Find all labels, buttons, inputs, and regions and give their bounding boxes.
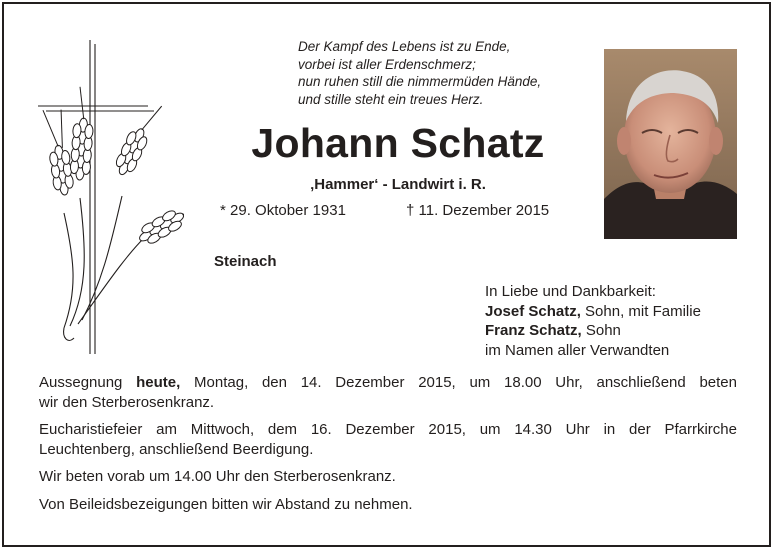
poem bbox=[298, 38, 541, 108]
notice-text: Aussegnung bbox=[39, 374, 137, 391]
notice-text: Leuchtenberg, anschließend Beerdigung. bbox=[39, 440, 314, 458]
poem-line: und stille steht ein treues Herz. bbox=[298, 91, 484, 107]
poem-line: Der Kampf des Lebens ist zu Ende, bbox=[298, 39, 511, 54]
deceased-subtitle: ‚Hammer‘ - Landwirt i. R. bbox=[310, 176, 486, 193]
mourner-name: Josef Schatz, bbox=[485, 302, 581, 320]
mourner-row bbox=[485, 302, 701, 322]
portrait-photo bbox=[604, 49, 737, 239]
mourner-name: Franz Schatz, bbox=[485, 322, 582, 339]
mourners-closing: im Namen aller Verwandten bbox=[485, 341, 670, 359]
mourner-relation: Sohn bbox=[581, 322, 621, 339]
mourner-row bbox=[485, 321, 701, 341]
death-date: † 11. Dezember 2015 bbox=[406, 202, 550, 219]
mourners-intro: In Liebe und Dankbarkeit: bbox=[485, 283, 656, 300]
notice-text: wir den Sterberosenkranz. bbox=[39, 393, 215, 411]
notice-eucharistie bbox=[39, 420, 737, 459]
deceased-name: Johann Schatz bbox=[251, 120, 545, 166]
poem-line: nun ruhen still die nimmermüden Hände, bbox=[298, 74, 542, 89]
cross-with-wheat-icon bbox=[34, 38, 184, 358]
mourner-relation: Sohn, mit Familie bbox=[580, 302, 701, 320]
service-notices bbox=[39, 373, 737, 522]
notice-beileid: Von Beileidsbezeigungen bitten wir Abstand zu nehmen. bbox=[39, 495, 413, 513]
notice-text: Montag, den 14. Dezember 2015, um 18.00 Uhr, anschließend beten bbox=[180, 374, 737, 391]
notice-rosenkranz: Wir beten vorab um 14.00 Uhr den Sterberosenkranz. bbox=[39, 468, 396, 485]
mourners-block bbox=[485, 282, 701, 360]
place-name: Steinach bbox=[214, 253, 277, 270]
birth-date: * 29. Oktober 1931 bbox=[220, 202, 346, 219]
poem-line: vorbei ist aller Erdenschmerz; bbox=[298, 56, 476, 72]
notice-aussegnung bbox=[39, 373, 737, 412]
notice-text: Eucharistiefeier am Mittwoch, dem 16. Dezember 2015, um 14.30 Uhr in der Pfarrkirche bbox=[39, 421, 737, 438]
notice-emphasis: heute, bbox=[136, 374, 181, 391]
